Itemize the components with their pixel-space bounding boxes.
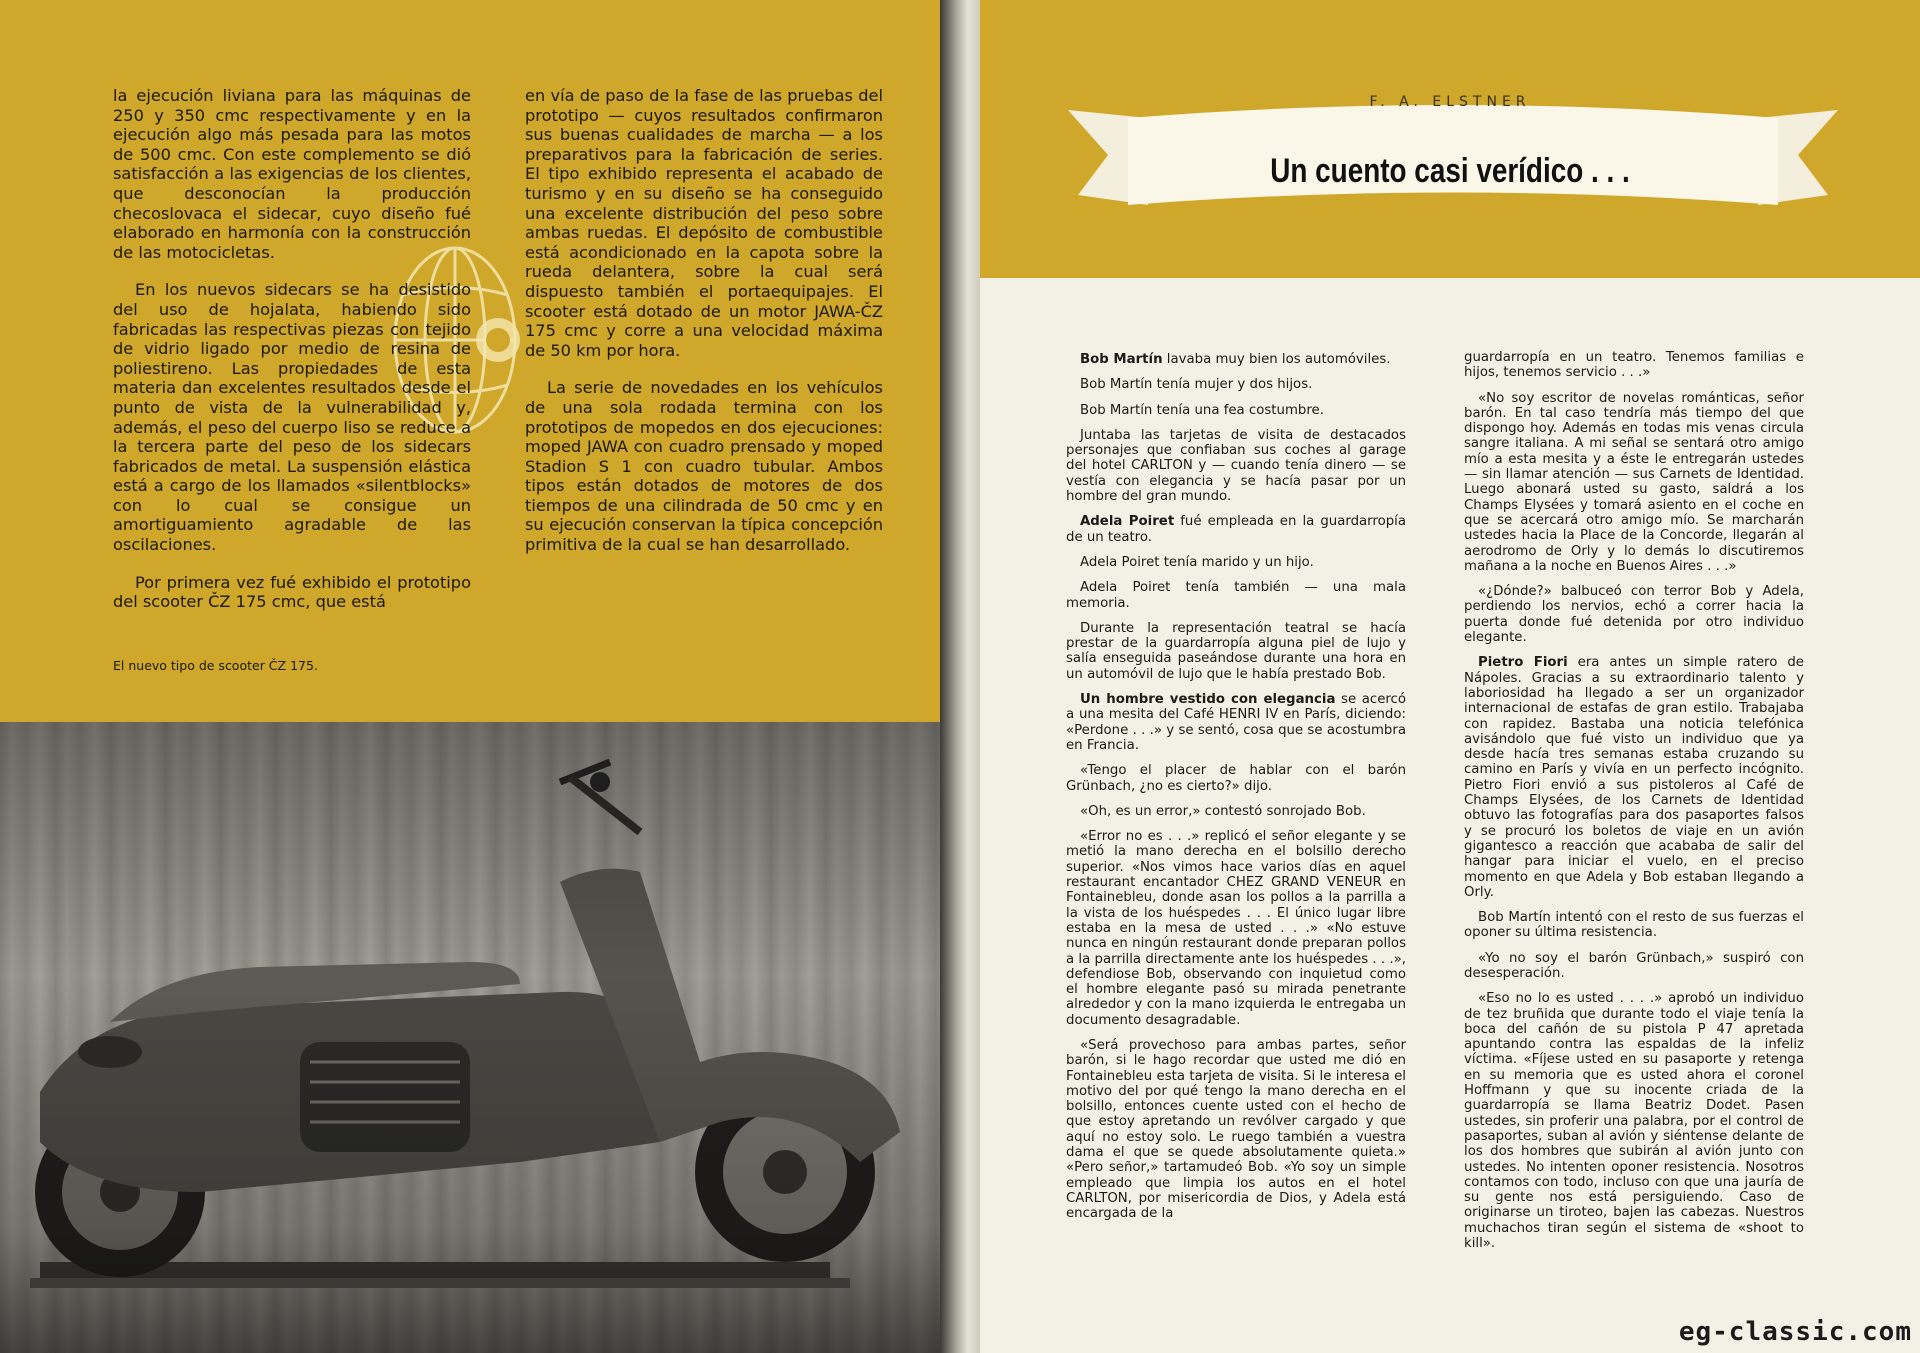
left-column-1 <box>113 86 471 630</box>
paragraph-text: «Oh, es un error,» contestó sonrojado Bob. <box>1080 803 1366 819</box>
paragraph <box>1066 829 1406 1028</box>
paragraph: En los nuevos sidecars se ha desistido del uso de hojalata, habiendo sido fabricadas las respectivas piezas con tejido de vidrio ligado por medio de resina de poliestireno. Las propiedades de esta materia dan excelentes resultados desde el punto de vista de la vulnerabilidad y, además, el peso del cuerpo liso se reduce a la tercera parte del peso de los sidecars fabricados de metal. La suspensión elástica está a cargo de los llamados «silentblocks» con lo cual se consigue un amortiguamiento agradable de las oscilaciones. <box>113 280 471 555</box>
paragraph <box>1464 951 1804 982</box>
paragraph <box>1464 910 1804 941</box>
article-title: Un cuento casi verídico . . . <box>1270 152 1630 190</box>
character-name: Adela Poiret <box>1080 514 1175 530</box>
character-name: Pietro Fiori <box>1478 655 1568 671</box>
character-name: Bob Martín <box>1080 352 1163 367</box>
paragraph <box>1066 555 1406 570</box>
paragraph <box>1066 403 1406 418</box>
paragraph-text: «Yo no soy el barón Grünbach,» suspiró con desesperación. <box>1464 950 1804 981</box>
paragraph: La serie de novedades en los vehículos de una sola rodada termina con los prototipos de mopedos en dos ejecuciones: moped JAWA con cuadro prensado y moped Stadion S 1 con cuadro tubular. Ambos tipos están dotados de motores de dos tiempos de una cilindrada de 50 cmc y en su ejecución conservan la típica concepción primitiva de la cual se han desarrollado. <box>525 378 883 555</box>
paragraph-text: «Será provechoso para ambas partes, señor barón, si le hago recordar que usted me dió en Fontainebleu esta tarjeta de visita. Si le interesa el motivo del por qué tengo la mano derecha en el bolsillo, entonces cuente usted con el hecho de que estoy apretando un revólver cargado y que aquí no estoy solo. Le ruego también a vuestra dama el que se quede absolutamente quieta.» «Pero señor,» tartamudeó Bob. «Yo soy un simple empleado que limpia los autos en el hotel CARLTON, por misericordia de Dios, y Adela está encargada de la <box>1066 1037 1406 1222</box>
paragraph-text: Adela Poiret tenía también — una mala memoria. <box>1066 580 1406 611</box>
right-page <box>980 0 1920 1353</box>
paragraph-text: fué empleada en la guardarropía de un teatro. <box>1066 514 1406 545</box>
paragraph <box>1066 428 1406 504</box>
paragraph-text: «Tengo el placer de hablar con el barón Grünbach, ¿no es cierto?» dijo. <box>1066 763 1406 794</box>
paragraph: en vía de paso de la fase de las pruebas del prototipo — cuyos resultados confirmaron sus buenas cualidades de marcha — a los preparativos para la fabricación de series. El tipo exhibido representa el acabado de turismo y en su diseño se ha conseguido una excelente distribución del peso sobre ambas ruedas. El depósito de combustible está acondicionado en la capota sobre la rueda delantera, sobre la cual será dispuesto también el portaequipajes. El scooter está dotado de un motor JAWA-ČZ 175 cmc y corre a una velocidad máxima de 50 km por hora. <box>525 86 883 360</box>
paragraph <box>1066 377 1406 392</box>
paragraph: Por primera vez fué exhibido el prototipo del scooter ČZ 175 cmc, que está <box>113 572 471 612</box>
paragraph <box>1066 1038 1406 1222</box>
paragraph-text: Bob Martín tenía una fea costumbre. <box>1080 402 1324 418</box>
photo-vignette <box>0 722 940 1353</box>
paragraph <box>1066 804 1406 819</box>
paragraph <box>1066 763 1406 794</box>
watermark: eg-classic.com <box>1678 1317 1912 1347</box>
author-name: F. A. ELSTNER <box>1369 94 1531 110</box>
right-column-2 <box>1464 350 1804 1261</box>
paragraph-text: Bob Martín intentó con el resto de sus fuerzas el oponer su última resistencia. <box>1464 910 1804 941</box>
paragraph-text: Durante la representación teatral se hacía prestar de la guardarropía alguna piel de lujo y salía enseguida paseándose durante una hora en un automóvil de lujo que le había prestado Bob. <box>1066 620 1406 682</box>
paragraph <box>1464 350 1804 381</box>
paragraph-text: «¿Dónde?» balbuceó con terror Bob y Adela, perdiendo los nervios, echó a correr hacia la puerta donde fué detenida por otro individuo elegante. <box>1464 584 1804 646</box>
paragraph <box>1464 391 1804 575</box>
character-name: Un hombre vestido con elegancia <box>1080 692 1336 708</box>
paragraph-text: lavaba muy bien los automóviles. <box>1162 352 1391 367</box>
paragraph <box>1066 692 1406 753</box>
paragraph <box>1066 352 1406 367</box>
paragraph-text: era antes un simple ratero de Nápoles. Gracias a su extraordinario talento y laboriosidad ha llegado a ser un organizador internacional de estafas de gran estilo. Trabajaba con rapidez. Bastaba una noticia telefónica avisándolo que fué visto un individuo que ya desde hacía tres semanas estaba cruzando su camino en París y vivía en un perfecto incógnito. Pietro Fiori envió a sus pistoleros al Café de Champs Elysées, de los Carnets de Identidad obtuvo las fotografías para dos pasaportes falsos y se procuró los boletos de viaje en un avión gigantesco a reacción que acababa de salir del hangar para iniciar el vuelo, en el preciso momento en que Adela y Bob estaban llegando a Orly. <box>1464 655 1804 900</box>
paragraph-text: Adela Poiret tenía marido y un hijo. <box>1080 554 1314 570</box>
paragraph <box>1464 991 1804 1251</box>
photo-caption: El nuevo tipo de scooter ČZ 175. <box>113 658 318 673</box>
paragraph-text: «No soy escritor de novelas románticas, señor barón. En tal caso tendría más tiempo del que dispongo hoy. Además en todas mis venas circula sangre italiana. A mi señal se sentará otro amigo mío a esta mesita y a éste le entregarán ustedes — sin llamar atención — sus Carnets de Identidad. Luego abonará usted su gasto, saldrá a los Champs Elysées y tomará asiento en el coche en que se acercará otro amigo mío. Se marcharán ustedes hacia la Place de la Concorde, llegarán al aerodromo de Orly y lo demás lo discutiremos mañana a la noche en Buenos Aires . . .» <box>1464 390 1804 574</box>
left-column-2 <box>525 86 883 573</box>
paragraph-text: se acercó a una mesita del Café HENRI IV en París, diciendo: «Perdone . . .» y se sentó, cosa que se acostumbra en Francia. <box>1066 692 1406 753</box>
paragraph <box>1066 580 1406 611</box>
book-gutter <box>940 0 980 1353</box>
paragraph-text: «Error no es . . .» replicó el señor elegante y se metió la mano derecha en el bolsillo derecho superior. «Nos vimos hace varios días en aquel restaurant encantador CHEZ GRAND VENEUR en Fontainebleu, donde asan los pollos a la parrilla a la vista de los huéspedes . . . El único lugar libre estaba en la mesa de usted . . .» «No estuve nunca en ningún restaurant donde preparan pollos a la parrilla directamente ante los huéspedes . . .», defendiose Bob, observando con inquietud como el hombre elegante pasó su mirada penetrante alrededor y con la mano izquierda le entregaba un documento desagradable. <box>1066 829 1406 1028</box>
paragraph-text: Juntaba las tarjetas de visita de destacados personajes que confiaban sus coches al garage del hotel CARLTON y — cuando tenía dinero — se vestía con elegancia y se hacía pasar por un hombre del gran mundo. <box>1066 427 1406 505</box>
paragraph <box>1066 621 1406 682</box>
left-page <box>0 0 940 1353</box>
paragraph-text: «Eso no lo es usted . . . .» aprobó un individuo de tez bruñida que durante todo el viaje tenía la boca del cañón de su pistola P 47 apretada apuntando contra las espaldas de la infeliz víctima. «Fíjese usted en su pasaporte y retenga en su memoria que es usted ahora el coronel Hoffmann y que su inocente criada de la guardarropía se llama Beatriz Dodet. Pasen ustedes, sin proferir una palabra, por el control de pasaportes, suban al avión y siéntense delante de los dos hombres que subirán al avión junto con ustedes. No intenten oponer resistencia. Nosotros contamos con todo, incluso con que una jauría de su gente nos está persiguiendo. Caso de originarse un tiroteo, bajen las cabezas. Nuestros muchachos tiran según el sistema de «shoot to kill». <box>1464 991 1804 1252</box>
paragraph <box>1464 584 1804 645</box>
scooter-photo <box>0 722 940 1353</box>
paragraph-text: guardarropía en un teatro. Tenemos familias e hijos, tenemos servicio . . .» <box>1464 350 1804 381</box>
right-column-1 <box>1066 352 1406 1232</box>
paragraph <box>1066 514 1406 545</box>
paragraph: la ejecución liviana para las máquinas de 250 y 350 cmc respectivamente y en la ejecución algo más pesada para las motos de 500 cmc. Con este complemento se dió satisfacción a las exigencias de los clientes, que desconocían la producción checoslovaca el sidecar, cuyo diseño fué elaborado en harmonía con la construcción de las motocicletas. <box>113 86 471 262</box>
yellow-panel-left <box>0 0 940 722</box>
paragraph <box>1464 655 1804 900</box>
paragraph-text: Bob Martín tenía mujer y dos hijos. <box>1080 377 1313 393</box>
